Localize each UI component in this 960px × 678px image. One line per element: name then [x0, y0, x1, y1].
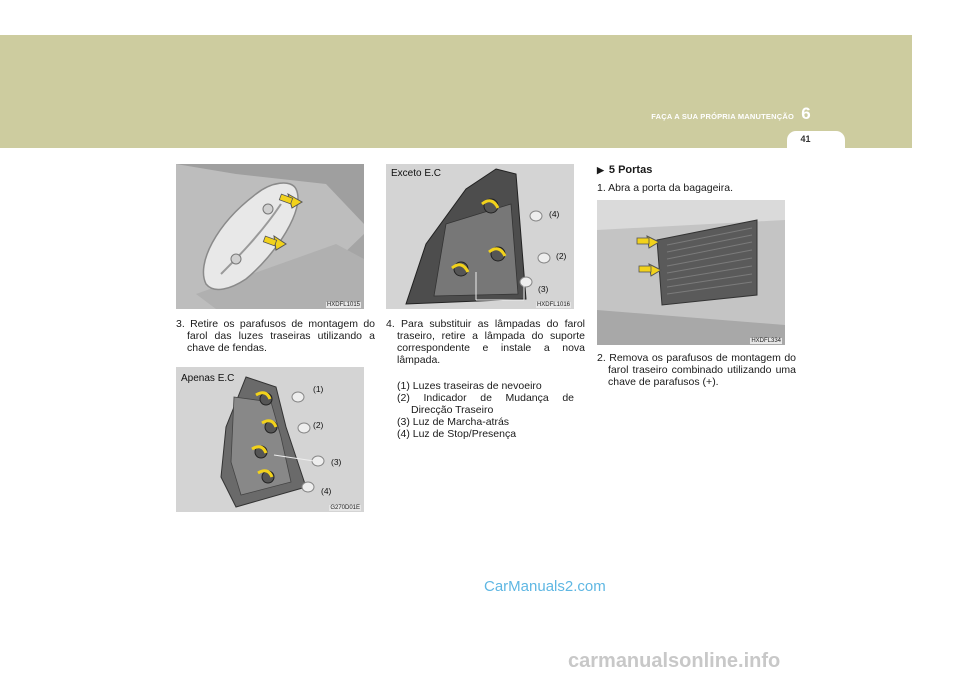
list-item: (3) Luz de Marcha-atrás [397, 416, 510, 428]
tailgate-photo-illustration [597, 200, 785, 345]
figure-caption-except-ec: Exceto E.C [391, 168, 442, 179]
chapter-title: FAÇA A SUA PRÓPRIA MANUTENÇÃO [651, 112, 794, 121]
figure-code: HXDFL1016 [536, 302, 570, 308]
section-title-text: 5 Portas [608, 164, 653, 176]
section-title [597, 164, 652, 176]
chapter-number: 6 [801, 104, 811, 123]
callout-3: (3) [331, 457, 342, 467]
callout-2: (2) [556, 251, 567, 261]
figure-bulbs-except-ec [386, 164, 574, 309]
figure-code: HXDFL1015 [326, 302, 360, 308]
step-1-text: 1. Abra a porta da bagageira. [597, 182, 734, 194]
step-2-text: 2. Remova os parafusos de montagem do farol traseiro combinado utilizando uma chave de parafusos (+). [597, 352, 796, 388]
callout-2: (2) [313, 420, 324, 430]
callout-3: (3) [538, 284, 549, 294]
watermark-carmanualsonline[interactable]: carmanualsonline.info [568, 650, 781, 672]
bulb-list [386, 380, 574, 440]
list-item: (1) Luzes traseiras de nevoeiro [397, 380, 542, 392]
page-number: 41 [800, 134, 811, 144]
callout-1: (1) [313, 384, 324, 394]
figure-code: G270D01E [330, 505, 360, 511]
figure-caption-ec: Apenas E.C [181, 373, 235, 384]
callout-4: (4) [549, 209, 560, 219]
step-4-text: 4. Para substituir as lâmpadas do farol traseiro, retire a lâmpada do suporte correspondente e instale a nova lâmpada. [386, 318, 585, 366]
watermark-carmanuals[interactable]: CarManuals2.com [484, 578, 606, 595]
tail-lamp-photo-illustration [176, 164, 364, 309]
callout-4: (4) [321, 486, 332, 496]
triangle-bullet-icon: ▶ [597, 165, 604, 175]
figure-bulbs-ec [176, 367, 364, 512]
figure-tailgate-screws [597, 200, 785, 345]
figure-code: HXDFL334 [751, 338, 781, 344]
figure-tail-lamp-screws [176, 164, 364, 309]
header-band [0, 35, 912, 148]
list-item: (4) Luz de Stop/Presença [397, 428, 517, 440]
step-3-text: 3. Retire os parafusos de montagem do farol das luzes traseiras utilizando a chave de fendas. [176, 318, 375, 354]
list-item: (2) Indicador de Mudança de Direcção Traseiro [397, 392, 574, 416]
bulb-holder-illustration-ec [176, 367, 364, 512]
